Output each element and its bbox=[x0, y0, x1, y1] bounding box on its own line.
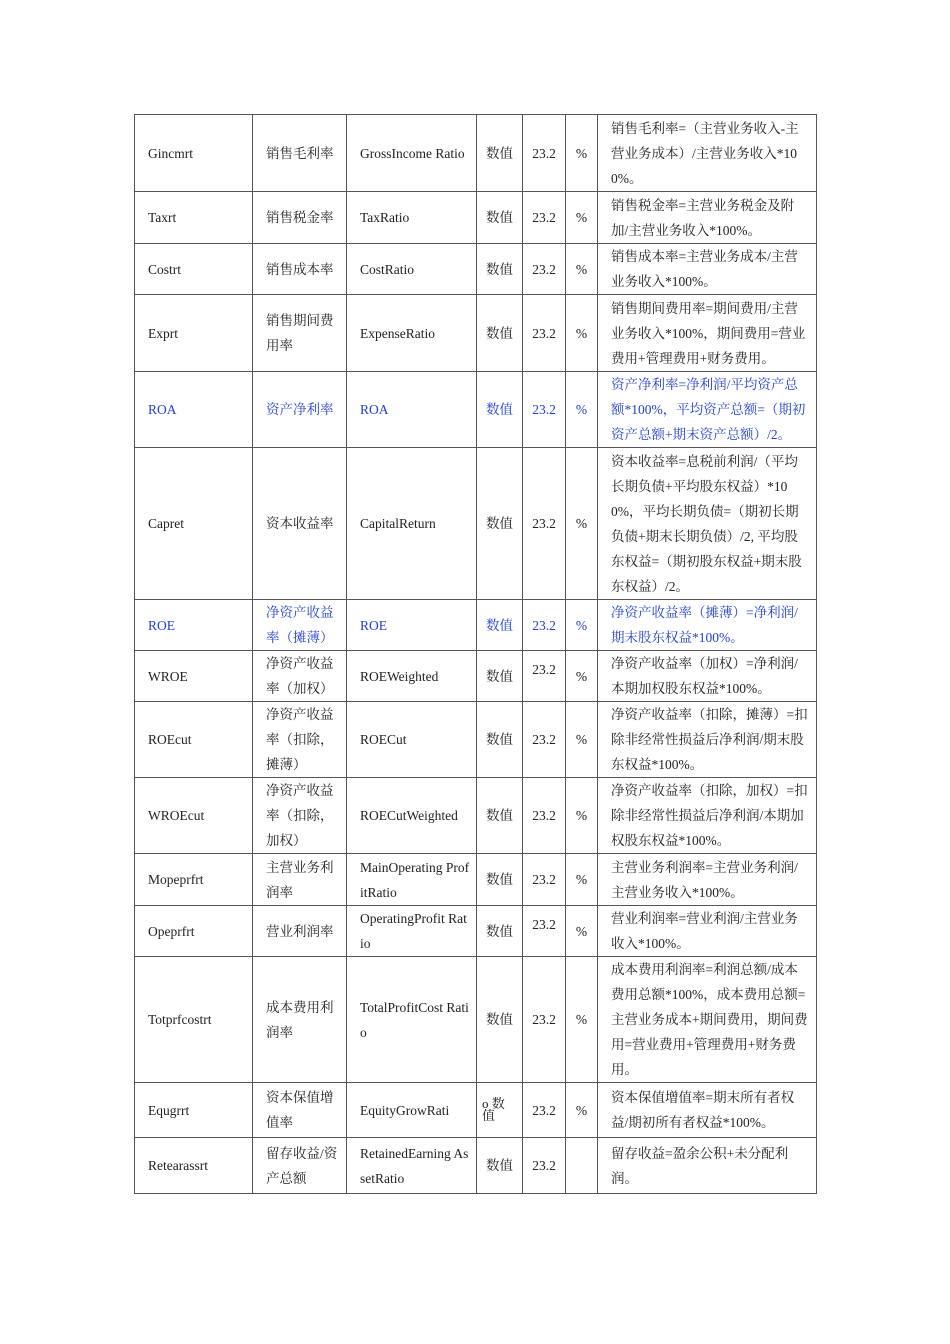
table-row bbox=[135, 906, 817, 957]
field-code: Taxrt bbox=[135, 192, 253, 244]
table-row bbox=[135, 854, 817, 906]
field-formula: 营业利润率=营业利润/主营业务收入*100%。 bbox=[598, 906, 817, 957]
field-unit: % bbox=[566, 778, 598, 854]
field-english-name: MainOperating ProfitRatio bbox=[347, 854, 477, 906]
field-type: 数值 bbox=[477, 244, 523, 295]
field-formula: 销售税金率=主营业务税金及附加/主营业务收入*100%。 bbox=[598, 192, 817, 244]
field-type: 数值 bbox=[477, 778, 523, 854]
field-code: Capret bbox=[135, 448, 253, 600]
field-formula: 销售期间费用率=期间费用/主营业务收入*100%，期间费用=营业费用+管理费用+财务费用。 bbox=[598, 295, 817, 372]
field-format: 23.2 bbox=[523, 115, 566, 192]
field-code: ROE bbox=[135, 600, 253, 651]
field-format: 23.2 bbox=[523, 1083, 566, 1138]
field-code: Costrt bbox=[135, 244, 253, 295]
table-row bbox=[135, 192, 817, 244]
indicator-table-body bbox=[135, 115, 817, 1194]
field-chinese-name: 净资产收益率（扣除，摊薄） bbox=[253, 702, 347, 778]
table-row bbox=[135, 115, 817, 192]
field-unit: % bbox=[566, 854, 598, 906]
field-code: Opeprfrt bbox=[135, 906, 253, 957]
table-row bbox=[135, 1138, 817, 1194]
table-row bbox=[135, 702, 817, 778]
field-chinese-name: 资本收益率 bbox=[253, 448, 347, 600]
table-row bbox=[135, 600, 817, 651]
field-format: 23.2 bbox=[523, 651, 566, 702]
field-english-name: ROECutWeighted bbox=[347, 778, 477, 854]
field-unit bbox=[566, 1138, 598, 1194]
field-type: 数值 bbox=[477, 906, 523, 957]
field-type: 数值 bbox=[477, 295, 523, 372]
table-row bbox=[135, 372, 817, 448]
field-chinese-name: 资本保值增值率 bbox=[253, 1083, 347, 1138]
field-format: 23.2 bbox=[523, 854, 566, 906]
table-row bbox=[135, 778, 817, 854]
field-formula: 主营业务利润率=主营业务利润/主营业务收入*100%。 bbox=[598, 854, 817, 906]
field-formula: 资产净利率=净利润/平均资产总额*100%，平均资产总额=（期初资产总额+期末资产总额）/2。 bbox=[598, 372, 817, 448]
field-format: 23.2 bbox=[523, 295, 566, 372]
field-code: Exprt bbox=[135, 295, 253, 372]
field-unit: % bbox=[566, 192, 598, 244]
field-format: 23.2 bbox=[523, 1138, 566, 1194]
field-english-name: OperatingProfit Ratio bbox=[347, 906, 477, 957]
field-formula: 资本保值增值率=期末所有者权益/期初所有者权益*100%。 bbox=[598, 1083, 817, 1138]
field-chinese-name: 成本费用利润率 bbox=[253, 957, 347, 1083]
field-chinese-name: 净资产收益率（加权） bbox=[253, 651, 347, 702]
field-type: 数值 bbox=[477, 957, 523, 1083]
table-row bbox=[135, 651, 817, 702]
field-code: ROA bbox=[135, 372, 253, 448]
field-unit: % bbox=[566, 372, 598, 448]
field-english-name: RetainedEarning AssetRatio bbox=[347, 1138, 477, 1194]
field-formula: 成本费用利润率=利润总额/成本费用总额*100%，成本费用总额=主营业务成本+期间费用，期间费用=营业费用+管理费用+财务费用。 bbox=[598, 957, 817, 1083]
field-type: 数值 bbox=[477, 1138, 523, 1194]
field-chinese-name: 主营业务利润率 bbox=[253, 854, 347, 906]
field-code: WROE bbox=[135, 651, 253, 702]
field-unit: % bbox=[566, 957, 598, 1083]
field-type: 数值 bbox=[477, 192, 523, 244]
field-english-name: TaxRatio bbox=[347, 192, 477, 244]
field-english-name: EquityGrowRati bbox=[347, 1083, 477, 1138]
field-format: 23.2 bbox=[523, 600, 566, 651]
field-chinese-name: 销售毛利率 bbox=[253, 115, 347, 192]
field-type: 数值 bbox=[477, 115, 523, 192]
field-unit: % bbox=[566, 702, 598, 778]
field-english-name: ROA bbox=[347, 372, 477, 448]
table-row bbox=[135, 957, 817, 1083]
table-row bbox=[135, 295, 817, 372]
field-chinese-name: 销售期间费用率 bbox=[253, 295, 347, 372]
field-formula: 净资产收益率（扣除，摊薄）=扣除非经常性损益后净利润/期末股东权益*100%。 bbox=[598, 702, 817, 778]
field-format: 23.2 bbox=[523, 192, 566, 244]
field-code: ROEcut bbox=[135, 702, 253, 778]
field-code: WROEcut bbox=[135, 778, 253, 854]
field-format: 23.2 bbox=[523, 372, 566, 448]
field-type: 数值 bbox=[477, 651, 523, 702]
field-english-name: ROECut bbox=[347, 702, 477, 778]
field-english-name: GrossIncome Ratio bbox=[347, 115, 477, 192]
field-unit: % bbox=[566, 448, 598, 600]
table-row bbox=[135, 244, 817, 295]
field-formula: 资本收益率=息税前利润/（平均长期负债+平均股东权益）*100%，平均长期负债=（期初长期负债+期末长期负债）/2, 平均股东权益=（期初股东权益+期末股东权益）/2。 bbox=[598, 448, 817, 600]
field-unit: % bbox=[566, 115, 598, 192]
field-unit: % bbox=[566, 600, 598, 651]
field-chinese-name: 资产净利率 bbox=[253, 372, 347, 448]
field-type: 数值 bbox=[477, 702, 523, 778]
field-english-name: ExpenseRatio bbox=[347, 295, 477, 372]
field-unit: % bbox=[566, 651, 598, 702]
field-english-name: CostRatio bbox=[347, 244, 477, 295]
field-format: 23.2 bbox=[523, 906, 566, 957]
field-code: Retearassrt bbox=[135, 1138, 253, 1194]
field-format: 23.2 bbox=[523, 702, 566, 778]
field-unit: % bbox=[566, 906, 598, 957]
field-formula: 销售成本率=主营业务成本/主营业务收入*100%。 bbox=[598, 244, 817, 295]
field-chinese-name: 留存收益/资产总额 bbox=[253, 1138, 347, 1194]
field-chinese-name: 净资产收益率（扣除，加权） bbox=[253, 778, 347, 854]
field-type: 数值 bbox=[477, 448, 523, 600]
field-chinese-name: 净资产收益率（摊薄） bbox=[253, 600, 347, 651]
field-code: Mopeprfrt bbox=[135, 854, 253, 906]
field-unit: % bbox=[566, 1083, 598, 1138]
field-english-name: CapitalReturn bbox=[347, 448, 477, 600]
field-english-name: ROEWeighted bbox=[347, 651, 477, 702]
field-format: 23.2 bbox=[523, 244, 566, 295]
field-formula: 净资产收益率（摊薄）=净利润/期末股东权益*100%。 bbox=[598, 600, 817, 651]
field-formula: 净资产收益率（扣除，加权）=扣除非经常性损益后净利润/本期加权股东权益*100%。 bbox=[598, 778, 817, 854]
field-chinese-name: 营业利润率 bbox=[253, 906, 347, 957]
field-english-name: TotalProfitCost Ratio bbox=[347, 957, 477, 1083]
field-type: o 数值 bbox=[477, 1083, 523, 1138]
table-row bbox=[135, 448, 817, 600]
field-formula: 净资产收益率（加权）=净利润/本期加权股东权益*100%。 bbox=[598, 651, 817, 702]
field-formula: 销售毛利率=（主营业务收入-主营业务成本）/主营业务收入*100%。 bbox=[598, 115, 817, 192]
field-format: 23.2 bbox=[523, 957, 566, 1083]
table-row bbox=[135, 1083, 817, 1138]
field-type: 数值 bbox=[477, 854, 523, 906]
field-format: 23.2 bbox=[523, 448, 566, 600]
field-english-name: ROE bbox=[347, 600, 477, 651]
field-type: 数值 bbox=[477, 600, 523, 651]
field-unit: % bbox=[566, 244, 598, 295]
field-formula: 留存收益=盈余公积+未分配利润。 bbox=[598, 1138, 817, 1194]
indicator-table bbox=[134, 114, 817, 1194]
field-chinese-name: 销售税金率 bbox=[253, 192, 347, 244]
field-unit: % bbox=[566, 295, 598, 372]
field-code: Equgrrt bbox=[135, 1083, 253, 1138]
field-format: 23.2 bbox=[523, 778, 566, 854]
field-chinese-name: 销售成本率 bbox=[253, 244, 347, 295]
field-code: Totprfcostrt bbox=[135, 957, 253, 1083]
field-type: 数值 bbox=[477, 372, 523, 448]
field-code: Gincmrt bbox=[135, 115, 253, 192]
